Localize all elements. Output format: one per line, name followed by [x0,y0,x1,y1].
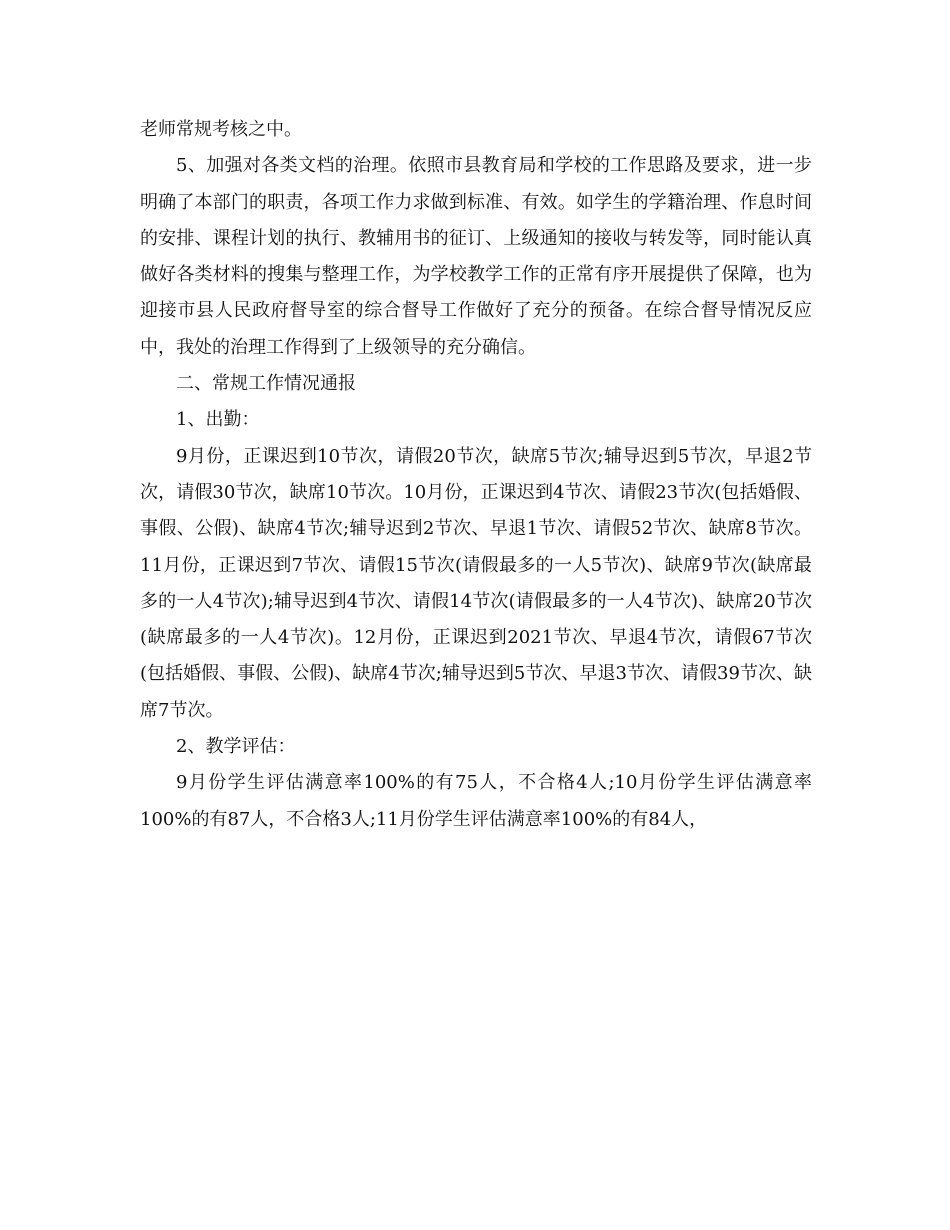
paragraph: 9月份，正课迟到10节次，请假20节次，缺席5节次;辅导迟到5节次，早退2节次，请假30节次，缺席10节次。10月份，正课迟到4节次、请假23节次(包括婚假、事假、公假)、缺席4节次;辅导迟到2节次、早退1节次、请假52节次、缺席8节次。11月份，正课迟到7节次、请假15节次(请假最多的一人5节次)、缺席9节次(缺席最多的一人4节次);辅导迟到4节次、请假14节次(请假最多的一人4节次)、缺席20节次(缺席最多的一人4节次)。12月份，正课迟到2021节次、早退4节次，请假67节次(包括婚假、事假、公假)、缺席4节次;辅导迟到5节次、早退3节次、请假39节次、缺席7节次。 [140,445,812,721]
section-heading: 二、常规工作情况通报 [176,373,356,395]
subsection-heading: 2、教学评估： [176,736,296,758]
paragraph: 5、加强对各类文档的治理。依照市县教育局和学校的工作思路及要求，进一步明确了本部门的职责，各项工作力求做到标准、有效。如学生的学籍治理、作息时间的安排、课程计划的执行、教辅用书的征订、上级通知的接收与转发等，同时能认真做好各类材料的搜集与整理工作，为学校教学工作的正常有序开展提供了保障，也为迎接市县人民政府督导室的综合督导工作做好了充分的预备。在综合督导情况反应中，我处的治理工作得到了上级领导的充分确信。 [140,155,812,358]
document-body [140,112,812,838]
subsection-heading: 1、出勤： [176,409,260,431]
paragraph: 老师常规考核之中。 [140,119,302,140]
paragraph: 9月份学生评估满意率100%的有75人，不合格4人;10月份学生评估满意率100%的有87人，不合格3人;11月份学生评估满意率100%的有84人， [140,772,812,830]
